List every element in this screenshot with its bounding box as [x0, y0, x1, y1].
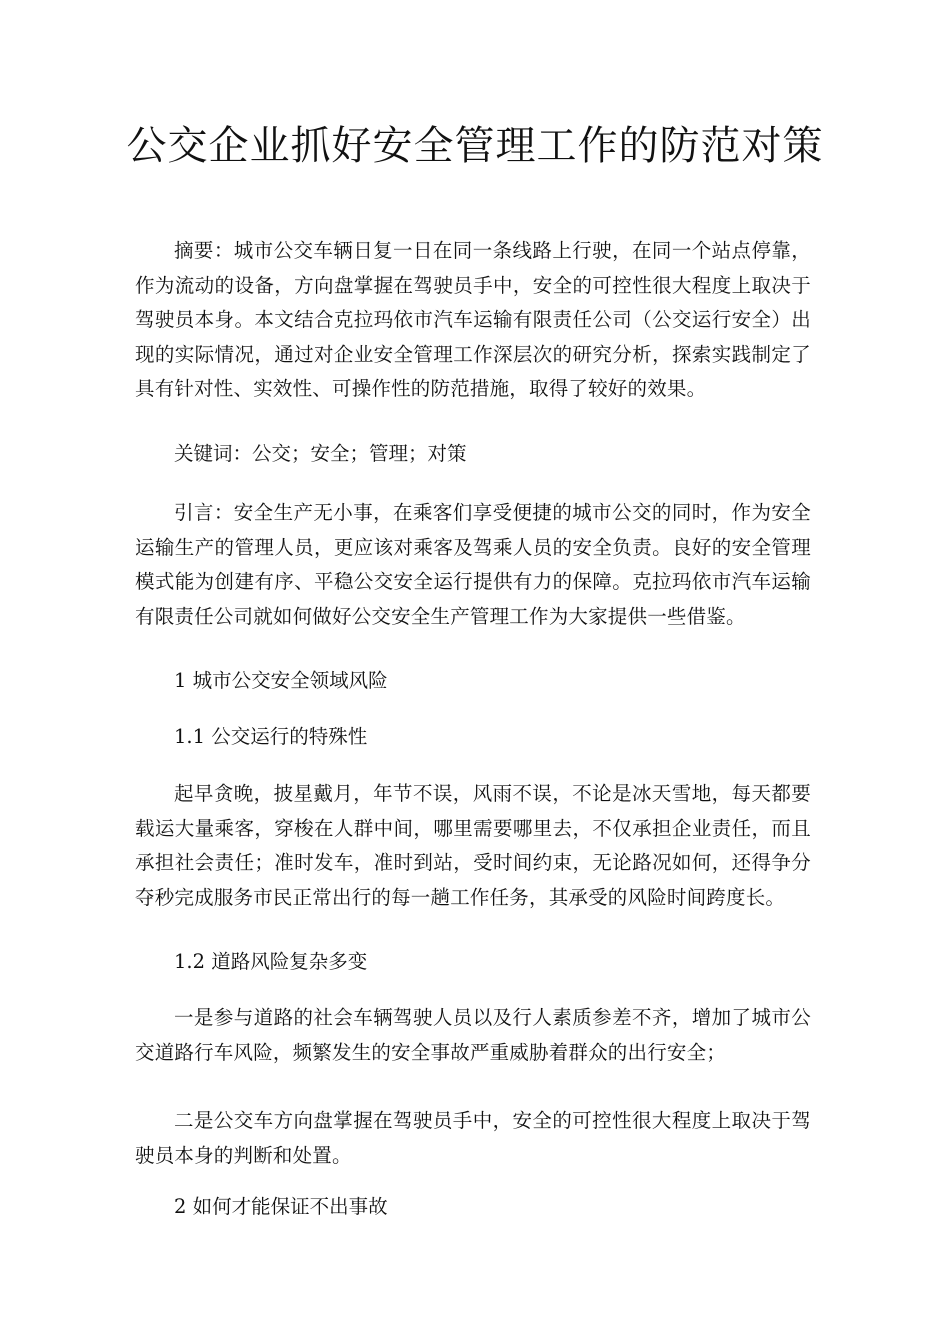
- section-2-heading: 2 如何才能保证不出事故: [174, 1195, 388, 1218]
- intro-paragraph: 引言：安全生产无小事，在乘客们享受便捷的城市公交的同时，作为安全运输生产的管理人员，更应该对乘客及驾乘人员的安全负责。良好的安全管理模式能为创建有序、平稳公交安全运行提供有力的保障。克拉玛依市汽车运输有限责任公司就如何做好公交安全生产管理工作为大家提供一些借鉴。: [135, 501, 811, 628]
- document-title: 公交企业抓好安全管理工作的防范对策: [126, 123, 824, 169]
- section-1-heading: 1 城市公交安全领域风险: [174, 669, 388, 692]
- section-1-2-heading: 1.2 道路风险复杂多变: [174, 950, 368, 973]
- keywords-line: 关键词：公交；安全；管理；对策: [174, 442, 467, 465]
- abstract-paragraph: 摘要：城市公交车辆日复一日在同一条线路上行驶，在同一个站点停靠，作为流动的设备，方向盘掌握在驾驶员手中，安全的可控性很大程度上取决于驾驶员本身。本文结合克拉玛依市汽车运输有限责任公司（公交运行安全）出现的实际情况，通过对企业安全管理工作深层次的研究分析，探索实践制定了具有针对性、实效性、可操作性的防范措施，取得了较好的效果。: [135, 239, 811, 400]
- section-1-2-paragraph-b: 二是公交车方向盘掌握在驾驶员手中，安全的可控性很大程度上取决于驾驶员本身的判断和处置。: [135, 1109, 811, 1167]
- section-1-1-heading: 1.1 公交运行的特殊性: [174, 725, 368, 748]
- section-1-1-paragraph: 起早贪晚，披星戴月，年节不误，风雨不误，不论是冰天雪地，每天都要载运大量乘客，穿梭在人群中间，哪里需要哪里去，不仅承担企业责任，而且承担社会责任；准时发车，准时到站，受时间约束，无论路况如何，还得争分夺秒完成服务市民正常出行的每一趟工作任务，其承受的风险时间跨度长。: [135, 782, 811, 909]
- section-1-2-paragraph-a: 一是参与道路的社会车辆驾驶人员以及行人素质参差不齐，增加了城市公交道路行车风险，频繁发生的安全事故严重威胁着群众的出行安全；: [135, 1006, 811, 1064]
